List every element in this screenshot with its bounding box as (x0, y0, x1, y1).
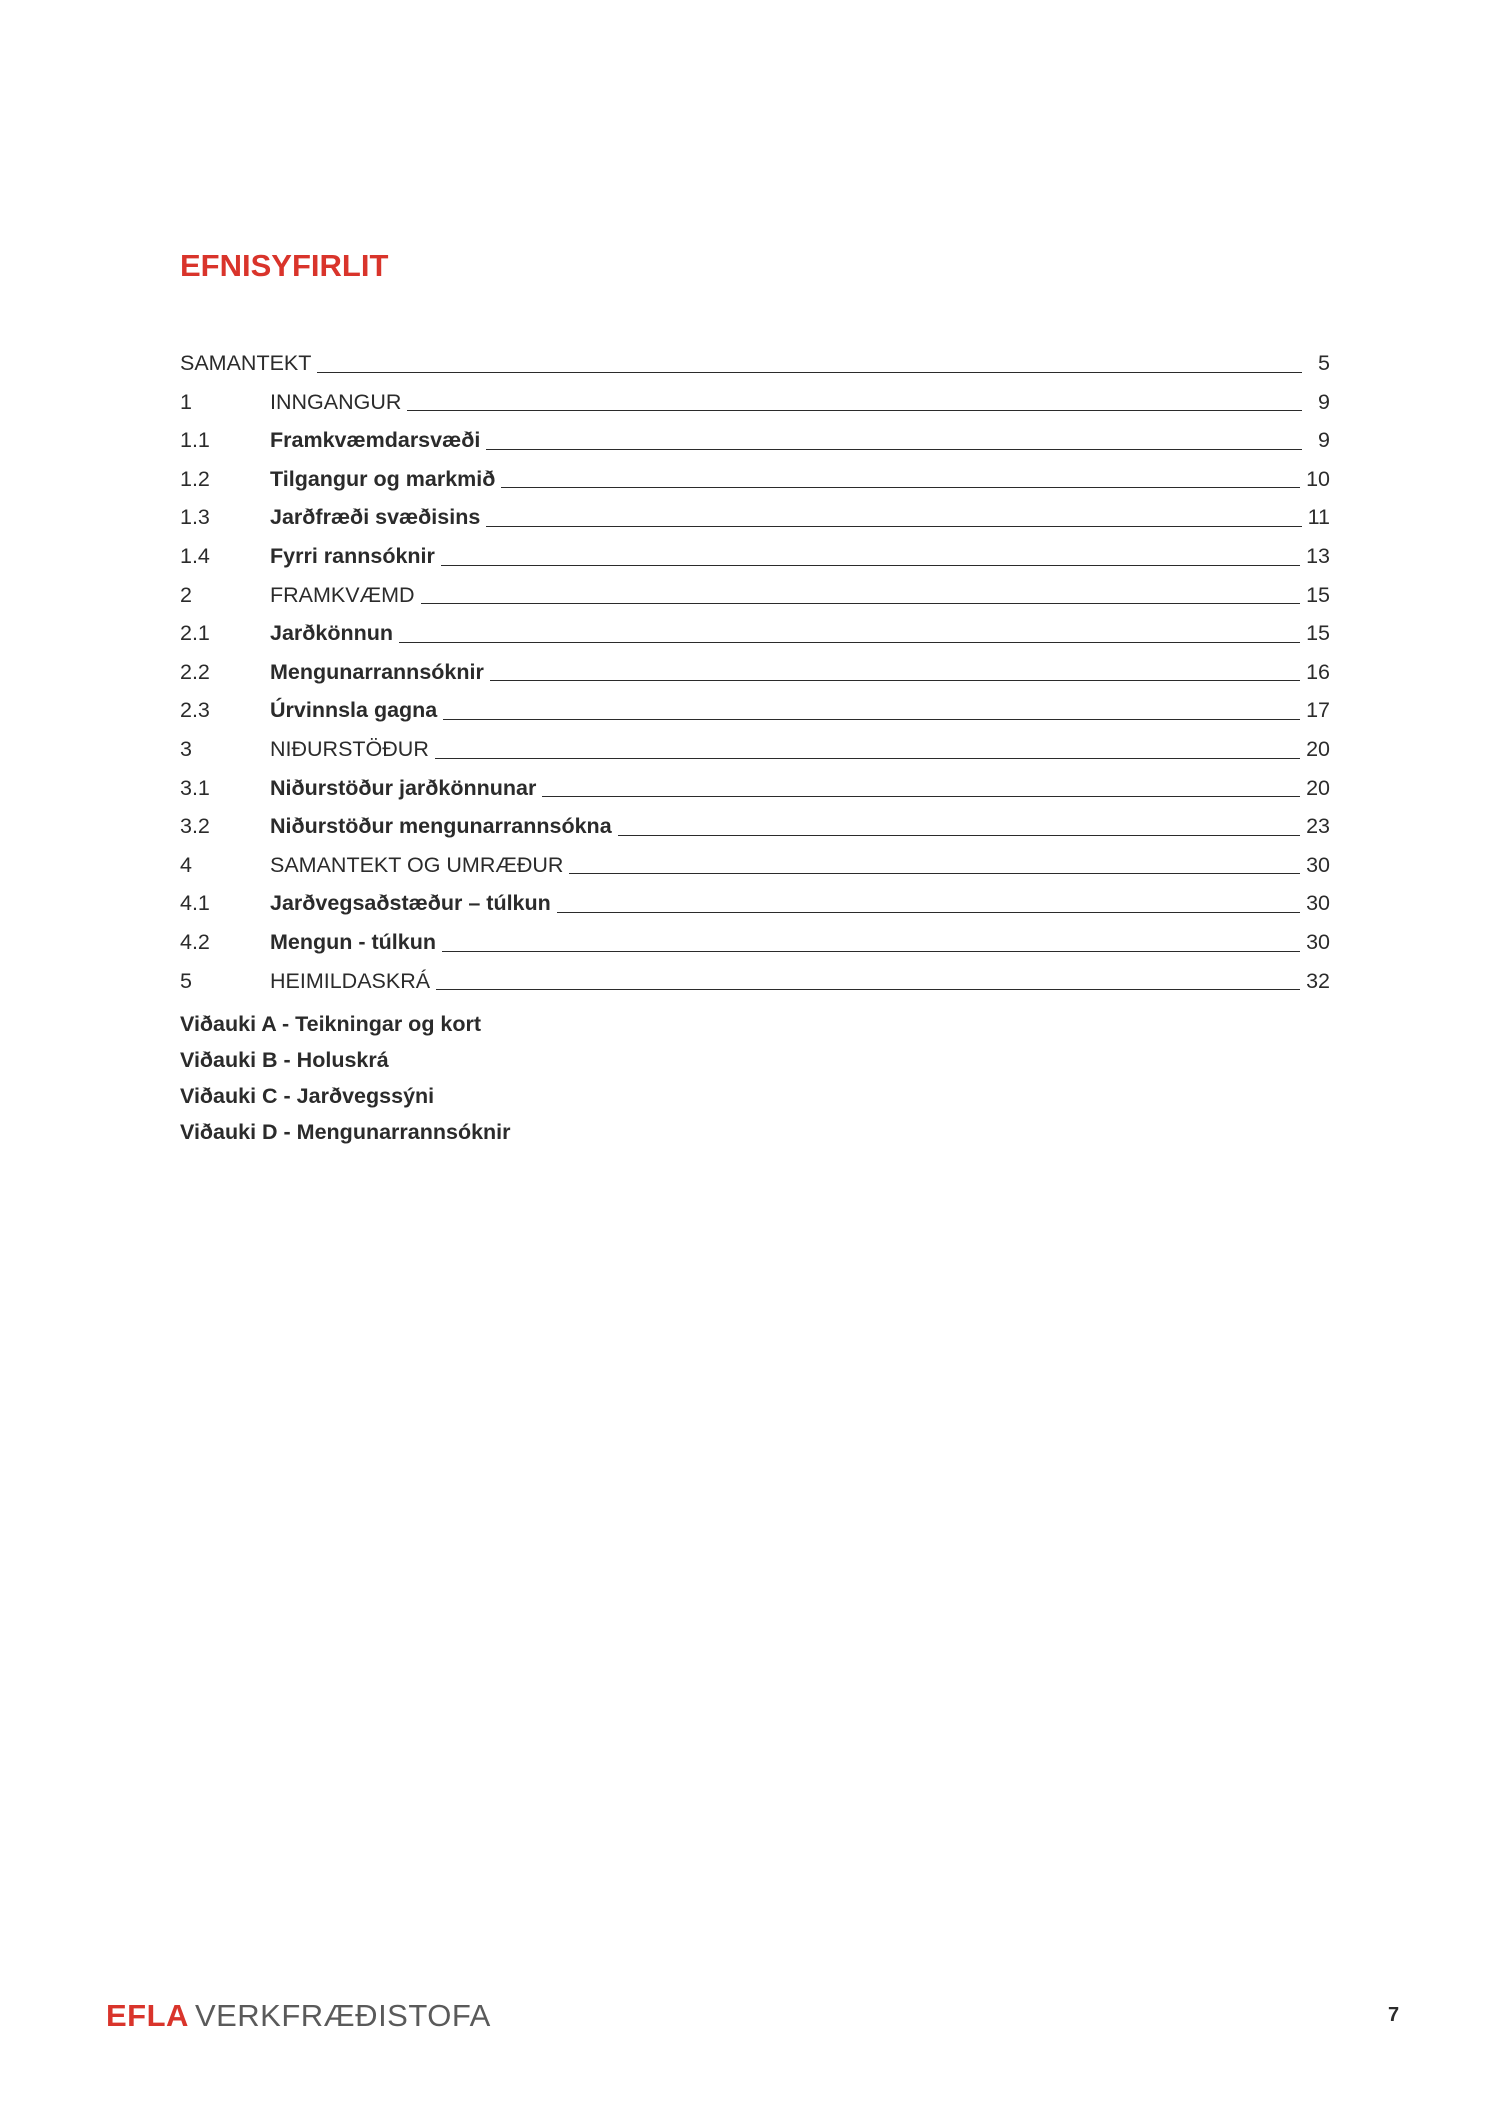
toc-entry-label: Úrvinnsla gagna (270, 698, 438, 723)
toc-entry-page: 9 (1318, 389, 1330, 414)
toc-leader-line (442, 951, 1300, 952)
toc-entry-page: 32 (1306, 968, 1330, 993)
page-title: EFNISYFIRLIT (180, 248, 389, 283)
toc-leader-line (490, 680, 1300, 681)
toc-entry-number: 3.1 (180, 775, 210, 800)
toc-entry-page: 11 (1307, 505, 1330, 530)
logo-text: VERKFRÆÐISTOFA (194, 1998, 491, 2033)
toc-entry-number: 1.2 (180, 466, 210, 491)
appendix-item[interactable]: Viðauki C - Jarðvegssýni (180, 1084, 435, 1108)
toc-entry-label: Niðurstöður jarðkönnunar (270, 775, 537, 800)
toc-entry-number: 3.2 (180, 814, 210, 839)
toc-entry-label: Jarðvegsaðstæður – túlkun (270, 891, 551, 916)
toc-leader-line (399, 642, 1300, 643)
toc-leader-line (407, 410, 1302, 411)
toc-entry[interactable] (180, 915, 1330, 954)
toc-leader-line (542, 796, 1300, 797)
toc-entry-label: Jarðfræði svæðisins (270, 505, 481, 530)
toc-leader-line (618, 835, 1300, 836)
toc-entry-number: 2 (180, 582, 192, 607)
toc-entry-number: 5 (180, 968, 192, 993)
toc-entry[interactable] (180, 606, 1330, 645)
toc-leader-line (421, 603, 1301, 604)
appendix-item[interactable]: Viðauki A - Teikningar og kort (180, 1012, 482, 1036)
toc-entry[interactable] (180, 568, 1330, 607)
toc-entry-page: 9 (1318, 428, 1330, 453)
toc-entry-number: 1.4 (180, 544, 210, 569)
toc-entry[interactable] (180, 375, 1330, 414)
toc-entry[interactable] (180, 838, 1330, 877)
toc-entry-number: 4 (180, 852, 192, 877)
toc-leader-line (441, 565, 1300, 566)
toc-entry-label: Niðurstöður mengunarrannsókna (270, 814, 612, 839)
toc-entry-page: 23 (1306, 814, 1330, 839)
toc-entry-label: Mengun - túlkun (270, 930, 436, 954)
toc-entry[interactable] (180, 452, 1330, 491)
toc-entry-label: Tilgangur og markmið (270, 466, 496, 491)
toc-entry-page: 16 (1306, 659, 1330, 684)
page-number: 7 (1388, 2004, 1400, 2026)
toc-entry-label: Framkvæmdarsvæði (270, 428, 481, 453)
toc-entry[interactable] (180, 954, 1330, 993)
company-logo (106, 1998, 491, 2034)
toc-entry-label: HEIMILDASKRÁ (270, 968, 431, 993)
toc-leader-line (569, 873, 1300, 874)
toc-entry-number: 1.1 (180, 428, 210, 453)
toc-leader-line (435, 758, 1300, 759)
logo-brand: EFLA (106, 1998, 189, 2033)
toc-entry-number: 1.3 (180, 505, 210, 530)
toc-leader-line (486, 526, 1301, 527)
toc-entry[interactable] (180, 336, 1330, 375)
toc-entry[interactable] (180, 683, 1330, 722)
toc-entry-page: 20 (1306, 737, 1330, 762)
toc-entry[interactable] (180, 761, 1330, 800)
toc-entry-label: NIÐURSTÖÐUR (270, 737, 429, 762)
table-of-contents (180, 336, 1330, 992)
appendix-item[interactable]: Viðauki B - Holuskrá (180, 1048, 389, 1072)
toc-entry-label: Fyrri rannsóknir (270, 544, 435, 569)
toc-leader-line (317, 372, 1302, 373)
toc-entry-label: Mengunarrannsóknir (270, 659, 484, 684)
toc-entry-page: 30 (1306, 930, 1330, 954)
toc-entry[interactable] (180, 645, 1330, 684)
appendix-item[interactable]: Viðauki D - Mengunarrannsóknir (180, 1120, 511, 1144)
appendix-list (180, 1006, 511, 1150)
toc-entry-label: FRAMKVÆMD (270, 582, 415, 607)
toc-entry[interactable] (180, 529, 1330, 568)
toc-leader-line (486, 449, 1302, 450)
toc-entry-page: 10 (1306, 466, 1330, 491)
toc-leader-line (501, 487, 1300, 488)
toc-entry-page: 17 (1306, 698, 1330, 723)
toc-leader-line (443, 719, 1300, 720)
toc-entry-label: SAMANTEKT (180, 351, 312, 376)
toc-entry-page: 15 (1306, 621, 1330, 646)
toc-entry[interactable] (180, 722, 1330, 761)
toc-leader-line (436, 989, 1300, 990)
toc-entry-label: Jarðkönnun (270, 621, 394, 646)
toc-entry-number: 2.1 (180, 621, 210, 646)
toc-entry-number: 1 (180, 389, 192, 414)
toc-entry-number: 4.1 (180, 891, 210, 916)
toc-leader-line (557, 912, 1300, 913)
toc-entry-label: INNGANGUR (270, 389, 402, 414)
toc-entry-page: 5 (1318, 351, 1330, 376)
toc-entry[interactable] (180, 876, 1330, 915)
toc-entry-page: 30 (1306, 891, 1330, 916)
toc-entry-number: 4.2 (180, 930, 210, 954)
toc-entry[interactable] (180, 413, 1330, 452)
toc-entry-number: 2.3 (180, 698, 210, 723)
toc-entry-number: 2.2 (180, 659, 210, 684)
toc-entry-page: 13 (1306, 544, 1330, 569)
toc-entry[interactable] (180, 490, 1330, 529)
toc-entry-page: 30 (1306, 852, 1330, 877)
toc-entry[interactable] (180, 799, 1330, 838)
toc-entry-page: 15 (1306, 582, 1330, 607)
toc-entry-label: SAMANTEKT OG UMRÆÐUR (270, 852, 564, 877)
toc-entry-page: 20 (1306, 775, 1330, 800)
toc-entry-number: 3 (180, 737, 192, 762)
